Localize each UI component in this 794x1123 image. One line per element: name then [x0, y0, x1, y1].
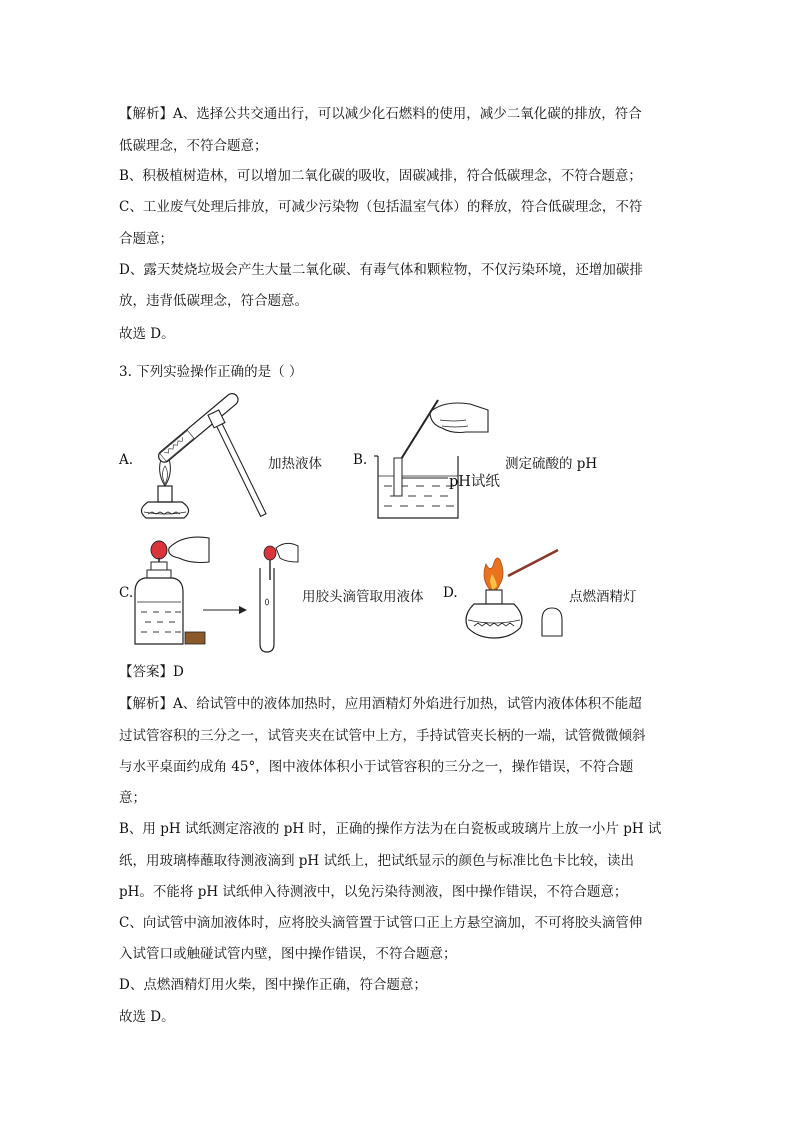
answer: 【答案】D [119, 664, 184, 680]
analysis1-line5: 合题意； [119, 231, 173, 247]
analysis2-line11: 故选 D。 [119, 1009, 175, 1025]
ph-test-illustration [370, 398, 500, 522]
analysis1-line8: 故选 D。 [119, 326, 175, 342]
option-b-caption: 测定硫酸的 pH [505, 456, 598, 472]
question-stem: 3. 下列实验操作正确的是（ ） [119, 364, 303, 380]
analysis2-line9: 入试管口或触碰试管内壁，图中操作错误，不符合题意； [119, 946, 457, 962]
analysis2-line8: C、向试管中滴加液体时，应将胶头滴管置于试管口正上方悬空滴加，不可将胶头滴管伸 [119, 915, 643, 931]
analysis1-line7: 放，违背低碳理念，符合题意。 [119, 293, 308, 309]
lighting-lamp-illustration [462, 544, 582, 646]
option-c-letter: C. [119, 585, 134, 601]
analysis2-line3: 与水平桌面约成角 45°，图中液体体积小于试管容积的三分之一，操作错误，不符合题 [119, 759, 634, 775]
analysis2-line10: D、点燃酒精灯用火柴，图中操作正确，符合题意； [119, 977, 427, 993]
analysis1-line2: 低碳理念，不符合题意； [119, 138, 268, 154]
analysis1-line4: C、工业废气处理后排放，可减少污染物（包括温室气体）的释放，符合低碳理念，不符 [119, 199, 643, 215]
option-b-letter: B. [353, 452, 368, 468]
ph-paper-label: pH试纸 [449, 474, 500, 490]
analysis2-line4: 意； [119, 790, 146, 806]
analysis2-line7: pH。不能将 pH 试纸伸入待测液中，以免污染待测液，图中操作错误，不符合题意； [119, 884, 628, 900]
analysis2-line1: 【解析】A、给试管中的液体加热时，应用酒精灯外焰进行加热，试管内液体体积不能超 [119, 696, 642, 712]
option-a-caption: 加热液体 [268, 456, 322, 472]
analysis2-line5: B、用 pH 试纸测定溶液的 pH 时，正确的操作方法为在白瓷板或玻璃片上放一小片 pH 试 [119, 821, 662, 837]
test-tube-dropper-illustration [252, 540, 302, 654]
analysis1-line3: B、积极植树造林，可以增加二氧化碳的吸收，固碳减排，符合低碳理念，不符合题意； [119, 168, 642, 184]
option-c-caption: 用胶头滴管取用液体 [302, 589, 424, 605]
analysis2-line2: 过试管容积的三分之一，试管夹夹在试管中上方，手持试管夹长柄的一端，试管微微倾斜 [119, 728, 646, 744]
heating-liquid-illustration [130, 398, 280, 528]
analysis1-line1: 【解析】A、选择公共交通出行，可以减少化石燃料的使用，减少二氧化碳的排放，符合 [119, 106, 642, 122]
option-a-letter: A. [119, 452, 134, 468]
analysis1-line6: D、露天焚烧垃圾会产生大量二氧化碳、有毒气体和颗粒物，不仅污染环境，还增加碳排 [119, 262, 643, 278]
option-d-caption: 点燃酒精灯 [569, 589, 637, 605]
option-d-letter: D. [443, 585, 458, 601]
analysis2-line6: 纸，用玻璃棒蘸取待测液滴到 pH 试纸上，把试纸显示的颜色与标准比色卡比较，读出 [119, 853, 634, 869]
